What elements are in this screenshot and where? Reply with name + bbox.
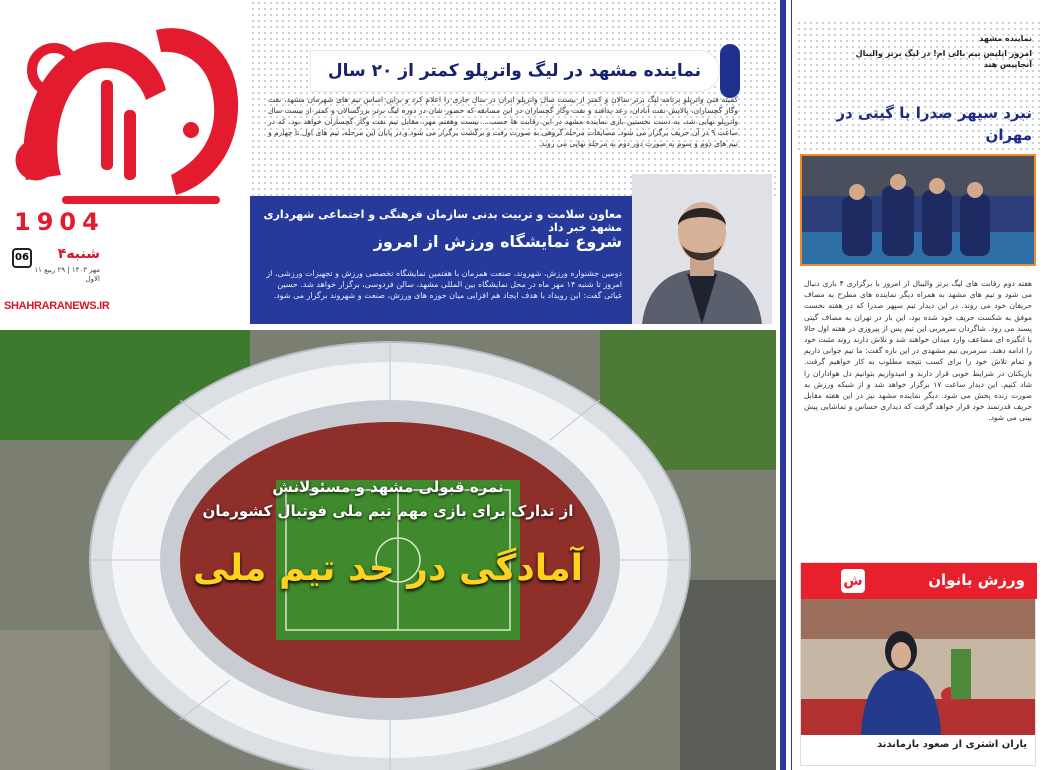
headline-marker [720, 44, 740, 98]
masthead [0, 0, 250, 330]
women-sports-box[interactable] [800, 562, 1036, 766]
top-headline-box[interactable] [310, 50, 720, 92]
volleyball-headline: نبرد سپهر صدرا با گیتی در مهران [836, 104, 1032, 144]
column-divider [780, 0, 786, 770]
volleyball-photo [800, 154, 1036, 266]
right-column [796, 0, 1040, 770]
exhibition-story[interactable] [250, 196, 772, 324]
women-sports-title: ورزش بانوان [928, 571, 1025, 589]
women-sports-caption: یاران اشتری از صعود بازماندند [876, 739, 1027, 750]
cover-subtitle-1: نمره قبولی مشهد و مسئولانش [272, 478, 504, 496]
table-tennis-photo [801, 599, 1035, 735]
volleyball-body: هفته دوم رقابت های لیگ برتر والیبال از امروز با برگزاری ۴ بازی دنبال می شود و تیم های مشهد به همراه دیگر نماینده های مطرح به مصاف حریفان خود می روند. در این دیدار تیم سپهر صدرا که در هفته نخست موفق به شکست حریف خود شده بود، این بار در تهران به مصاف گیتی پسند می رود. شاگردان سرمربی این تیم پس از پیروزی در هفته اول حالا با انگیزه ای مضاعف وارد میدان خواهند شد و تلاش دارند روند مثبت خود را ادامه دهند. سرمربی تیم مشهدی در این باره گفت: ما تیم جوانی داریم و تمام تلاش خود را برای کسب نتیجه مطلوب به کار خواهیم گرفت. بازیکنان در شرایط خوبی قرار دارند و امیدواریم بتوانیم دل هواداران را شاد کنیم. این دیدار ساعت ۱۷ برگزار خواهد شد و از شبکه ورزش به صورت زنده پخش می شود. دیگر نماینده مشهد نیز در این هفته مقابل حریف قدرتمند خود قرار خواهد گرفت که دیداری حساس و تماشایی پیش بینی می شود. [804, 279, 1032, 423]
cover-subtitle-2: از تدارک برای بازی مهم تیم ملی فوتبال کشورمان [202, 502, 574, 520]
logo-year: 1904 [14, 208, 105, 236]
official-portrait [632, 174, 772, 324]
exhibition-kicker: معاون سلامت و تربیت بدنی سازمان فرهنگی و اجتماعی شهرداری مشهد خبر داد [263, 208, 622, 234]
cover-headline: آمادگی در حد تیم ملی [193, 548, 583, 589]
volleyball-kicker-2: امروز ایلیس بیم بالی ام! در لیگ برتر والیبال آنجاپیس هند [855, 49, 1032, 69]
top-story-body: کمیته فنی واترپلو برنامه لیگ برتر سالان و کمتر از بیست سال واترپلو ایران در سال جاری را اعلام کرد و براین اساس تیم های شهرمان مشهد، نفت وگاز گچساران، پالایش نفت آبادان، رعد پدافند و نفت وگاز گچساران در این مسابقه که حضور شان در دوره لیگ برتر بزرگسالان و کمتر از بیست سال واترپلو نهایی شد، به دست نخستین بازی نماینده مشهد در این رقابت ها حسب... بیست وهفتم مهر، مقابل تیم نفت وگاز گچساران خواهد بود. که در ساعت ۹ در آن حریف برگزار می شود. مسابقات مرحله گروهی به صورت رفت و برگشت برگزار می شود و در پایان این مرحله، تیم های اول تا چهارم و تیم های دوم و سوم به صورت دور دوم به مرحله نهایی می روند. [268, 95, 738, 148]
exhibition-body: دومین جشنواره ورزش، شهروند، صنعت همزمان با هفتمین نمایشگاه تخصصی ورزش و تجهیزات ورزشی، از امروز تا شنبه ۱۴ مهر ماه در محل نمایشگاه بین المللی مشهد، سالن فردوسی، برگزار خواهد شد. حسین غیاثی گفت: این رویداد با هدف ایجاد هم افزایی میان حوزه های ورزش، صنعت و شهروند برگزار می شود. [266, 269, 622, 300]
date-line: ۱۱ مهر ۱۴۰۳ | ۲۹ ربیع الاول [34, 266, 100, 283]
top-story [250, 0, 780, 200]
top-headline: نماینده مشهد در لیگ واترپلو کمتر از ۲۰ سال [327, 61, 701, 81]
volleyball-kicker-1: نماینده مشهد [979, 34, 1032, 43]
weekday: ۴شنبه [57, 246, 100, 262]
women-sports-header [801, 563, 1037, 599]
site-url[interactable]: SHAHRARANEWS.IR [4, 300, 110, 312]
issue-number: 06 [12, 248, 32, 268]
women-sports-icon: ش [841, 569, 865, 593]
column-divider-line [791, 0, 792, 770]
stadium-cover[interactable] [0, 330, 776, 770]
exhibition-headline: شروع نمایشگاه ورزش از امروز [373, 232, 622, 251]
issue-date [12, 246, 100, 292]
volleyball-story-header[interactable] [796, 20, 1040, 154]
newspaper-logo [6, 10, 246, 210]
